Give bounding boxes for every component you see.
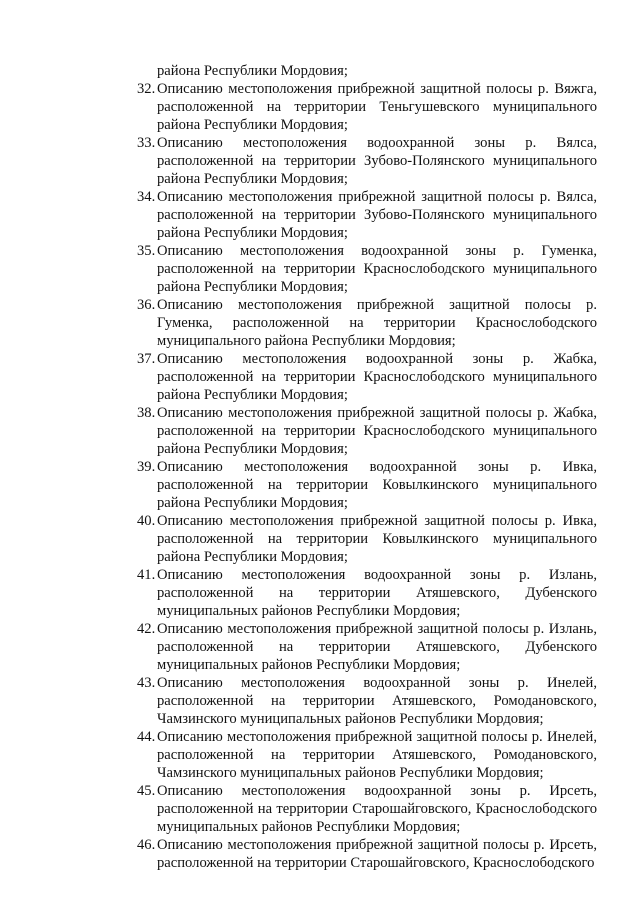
item-text: Описанию местоположения прибрежной защитной полосы р. Жабка, расположенной на территории Краснослободского муниципального района Республики Мордовия;: [157, 405, 597, 457]
item-number: 39.: [137, 459, 156, 475]
list-item: [137, 134, 597, 188]
item-text: Описанию местоположения водоохранной зоны р. Инелей, расположенной на территории Атяшевского, Ромодановского, Чамзинского муниципальных районов Республики Мордовия;: [157, 675, 597, 727]
item-text: Описанию местоположения прибрежной защитной полосы р. Вяжга, расположенной на территории Теньгушевского муниципального района Республики Мордовия;: [157, 81, 597, 133]
item-text: Описанию местоположения прибрежной защитной полосы р. Излань, расположенной на территории Атяшевского, Дубенского муниципальных районов Республики Мордовия;: [157, 621, 597, 673]
list-item: [137, 620, 597, 674]
item-text: Описанию местоположения прибрежной защитной полосы р. Ивка, расположенной на территории Ковылкинского муниципального района Республики Мордовия;: [157, 513, 597, 565]
item-number: 37.: [137, 351, 156, 367]
item-number: 33.: [137, 135, 156, 151]
list-item: [137, 80, 597, 134]
item-number: 36.: [137, 297, 156, 313]
item-number: 35.: [137, 243, 156, 259]
list-item: [137, 566, 597, 620]
list-item: [137, 404, 597, 458]
list-item: [137, 782, 597, 836]
item-text: Описанию местоположения водоохранной зоны р. Ирсеть, расположенной на территории Старошайговского, Краснослободского муниципальных районов Республики Мордовия;: [157, 783, 597, 835]
item-number: 40.: [137, 513, 156, 529]
item-number: 41.: [137, 567, 156, 583]
item-text: Описанию местоположения прибрежной защитной полосы р. Вялса, расположенной на территории Зубово-Полянского муниципального района Республики Мордовия;: [157, 189, 597, 241]
item-text: Описанию местоположения водоохранной зоны р. Излань, расположенной на территории Атяшевского, Дубенского муниципальных районов Республики Мордовия;: [157, 567, 597, 619]
item-text: Описанию местоположения прибрежной защитной полосы р. Инелей, расположенной на территории Атяшевского, Ромодановского, Чамзинского муниципальных районов Республики Мордовия;: [157, 729, 597, 781]
item-text: Описанию местоположения водоохранной зоны р. Жабка, расположенной на территории Краснослободского муниципального района Республики Мордовия;: [157, 351, 597, 403]
item-number: 46.: [137, 837, 156, 853]
list-item: [137, 728, 597, 782]
item-text: Описанию местоположения прибрежной защитной полосы р. Ирсеть, расположенной на территории Старошайговского, Краснослободского: [157, 837, 597, 871]
item-number: 44.: [137, 729, 156, 745]
item-text: Описанию местоположения водоохранной зоны р. Ивка, расположенной на территории Ковылкинского муниципального района Республики Мордовия;: [157, 459, 597, 511]
item-text: Описанию местоположения прибрежной защитной полосы р. Гуменка, расположенной на территории Краснослободского муниципального района Республики Мордовия;: [157, 297, 597, 349]
list-item: [137, 350, 597, 404]
item-number: 42.: [137, 621, 156, 637]
list-item: [137, 674, 597, 728]
item-number: 43.: [137, 675, 156, 691]
list-item: [137, 242, 597, 296]
list-item: [137, 188, 597, 242]
item-number: 45.: [137, 783, 156, 799]
list-item: [137, 296, 597, 350]
item-number: 34.: [137, 189, 156, 205]
intro-line: района Республики Мордовия;: [157, 63, 348, 79]
list-item: [137, 458, 597, 512]
item-text: Описанию местоположения водоохранной зоны р. Гуменка, расположенной на территории Краснослободского муниципального района Республики Мордовия;: [157, 243, 597, 295]
list-item: [137, 512, 597, 566]
list-item: [137, 836, 597, 872]
item-number: 38.: [137, 405, 156, 421]
item-number: 32.: [137, 81, 156, 97]
item-text: Описанию местоположения водоохранной зоны р. Вялса, расположенной на территории Зубово-Полянского муниципального района Республики Мордовия;: [157, 135, 597, 187]
